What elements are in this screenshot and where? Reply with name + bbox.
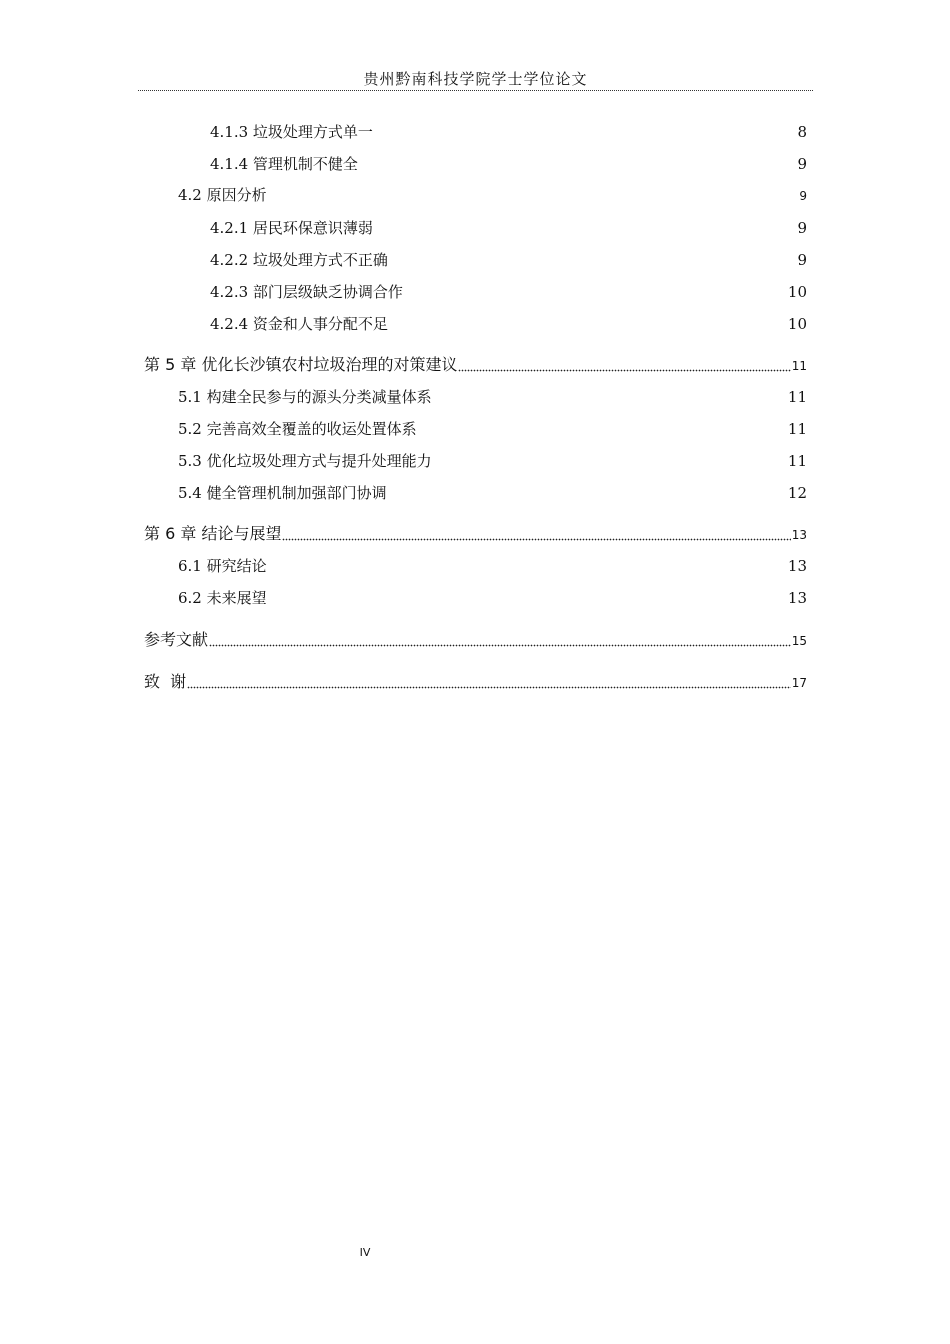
- toc-entry-label: 5.4 健全管理机制加强部门协调: [178, 484, 387, 502]
- toc-entry-references[interactable]: [144, 628, 807, 652]
- toc-entry-label: 4.2.2 垃圾处理方式不正确: [210, 251, 388, 269]
- toc-entry-4-2-4[interactable]: [210, 313, 807, 335]
- toc-entry-4-2[interactable]: [178, 184, 807, 206]
- toc-leader-dots: [209, 644, 791, 647]
- toc-entry-5-4[interactable]: [178, 482, 807, 504]
- toc-entry-5-1[interactable]: [178, 386, 807, 408]
- toc-entry-label: 第 5 章 优化长沙镇农村垃圾治理的对策建议: [144, 355, 458, 374]
- header-divider: [138, 90, 813, 91]
- toc-page-number: 13: [787, 557, 807, 575]
- toc-page-number: 17: [791, 676, 807, 690]
- toc-entry-acknowledgements[interactable]: [144, 670, 807, 694]
- toc-entry-chapter-6[interactable]: [144, 522, 807, 546]
- toc-entry-label: 第 6 章 结论与展望: [144, 524, 282, 543]
- toc-page-number: 12: [787, 484, 807, 502]
- toc-entry-6-1[interactable]: [178, 555, 807, 577]
- toc-page-number: 11: [787, 420, 807, 438]
- toc-entry-4-2-3[interactable]: [210, 281, 807, 303]
- toc-entry-label: 5.1 构建全民参与的源头分类减量体系: [178, 388, 432, 406]
- toc-page-number: 10: [787, 315, 807, 333]
- toc-page-number: 9: [797, 251, 807, 269]
- toc-entry-5-3[interactable]: [178, 450, 807, 472]
- toc-page-number: 13: [791, 528, 807, 542]
- toc-entry-4-2-1[interactable]: [210, 217, 807, 239]
- toc-leader-dots: [458, 369, 790, 372]
- toc-entry-label: 5.3 优化垃圾处理方式与提升处理能力: [178, 452, 432, 470]
- toc-leader-dots: [282, 538, 790, 541]
- toc-entry-label: 4.2.4 资金和人事分配不足: [210, 315, 388, 333]
- toc-page-number: 11: [787, 388, 807, 406]
- toc-page-number: 9: [799, 189, 807, 203]
- toc-page-number: 10: [787, 283, 807, 301]
- toc-entry-label: 4.2.3 部门层级缺乏协调合作: [210, 283, 403, 301]
- toc-entry-label: 4.1.4 管理机制不健全: [210, 155, 358, 173]
- toc-entry-6-2[interactable]: [178, 587, 807, 609]
- toc-entry-4-1-3[interactable]: [210, 121, 807, 143]
- toc-entry-label: 致 谢: [144, 672, 187, 691]
- toc-entry-5-2[interactable]: [178, 418, 807, 440]
- toc-page-number: 9: [797, 155, 807, 173]
- toc-entry-label: 4.2.1 居民环保意识薄弱: [210, 219, 373, 237]
- toc-page-number: 8: [797, 123, 807, 141]
- toc-entry-chapter-5[interactable]: [144, 353, 807, 377]
- toc-entry-4-1-4[interactable]: [210, 153, 807, 175]
- toc-page-number: 15: [791, 634, 807, 648]
- page-number-footer: IV: [359, 1246, 371, 1259]
- toc-leader-dots: [187, 686, 791, 689]
- toc-entry-label: 6.2 未来展望: [178, 589, 267, 607]
- toc-page-number: 9: [797, 219, 807, 237]
- toc-entry-4-2-2[interactable]: [210, 249, 807, 271]
- toc-entry-label: 参考文献: [144, 630, 209, 649]
- toc-entry-label: 5.2 完善高效全覆盖的收运处置体系: [178, 420, 417, 438]
- toc-page-number: 13: [787, 589, 807, 607]
- toc-entry-label: 6.1 研究结论: [178, 557, 267, 575]
- toc-entry-label: 4.2 原因分析: [178, 186, 267, 204]
- running-header: 贵州黔南科技学院学士学位论文: [363, 70, 588, 88]
- toc-page-number: 11: [787, 452, 807, 470]
- toc-page-number: 11: [791, 359, 807, 373]
- toc-entry-label: 4.1.3 垃圾处理方式单一: [210, 123, 373, 141]
